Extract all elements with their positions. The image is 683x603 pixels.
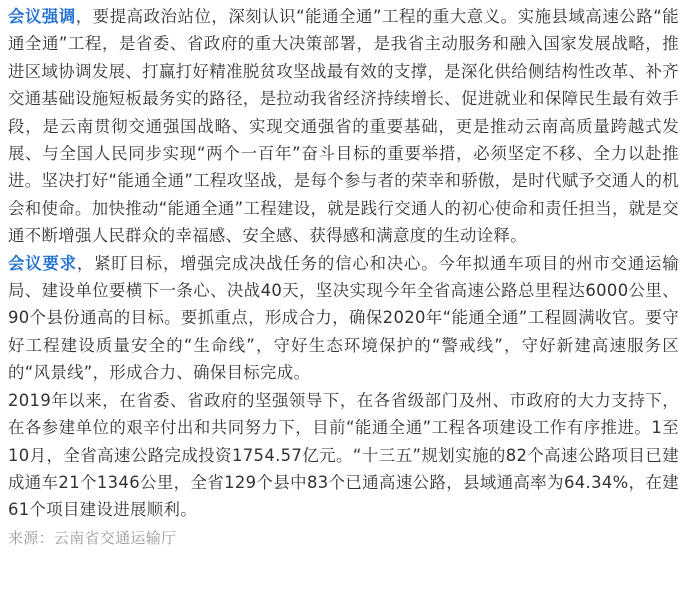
paragraph-meeting-requirement xyxy=(8,250,679,387)
lead-label-requirement: 会议要求 xyxy=(8,253,77,273)
paragraph-text-requirement: ，紧盯目标，增强完成决战任务的信心和决心。今年拟通车项目的州市交通运输局、建设单位要横下一条心、决战40天，坚决实现今年全省高速公路总里程达6000公里、90个县份通高的目标。要抓重点，形成合力，确保2020年“能通全通”工程圆满收官。要守好工程建设质量安全的“生命线”，守好生态环境保护的“警戒线”，守好新建高速服务区的“风景线”，形成合力、确保目标完成。 xyxy=(8,253,679,383)
paragraph-meeting-emphasis xyxy=(8,3,679,250)
source-credit: 来源：云南省交通运输厅 xyxy=(8,528,177,547)
paragraph-progress-2019 xyxy=(8,387,679,524)
lead-label-emphasis: 会议强调 xyxy=(8,7,76,26)
paragraph-text-emphasis: ，要提高政治站位，深刻认识“能通全通”工程的重大意义。实施县域高速公路“能通全通”工程，是省委、省政府的重大决策部署，是我省主动服务和融入国家发展战略，推进区域协调发展、打赢打好精准脱贫攻坚战最有效的支撑，是深化供给侧结构性改革、补齐交通基础设施短板最务实的路径，是拉动我省经济持续增长、促进就业和保障民生最有效手段，是云南贯彻交通强国战略、实现交通强省的重要基础，更是推动云南高质量跨越式发展、与全国人民同步实现“两个一百年”奋斗目标的重要举措，必须坚定不移、全力以赴推进。坚决打好“能通全通”工程攻坚战，是每个参与者的荣幸和骄傲，是时代赋予交通人的机会和使命。加快推动“能通全通”工程建设，就是践行交通人的初心使命和责任担当，就是交通不断增强人民群众的幸福感、安全感、获得感和满意度的生动诠释。 xyxy=(8,7,679,246)
paragraph-text-progress: 2019年以来，在省委、省政府的坚强领导下，在各省级部门及州、市政府的大力支持下，在各参建单位的艰辛付出和共同努力下，目前“能通全通”工程各项建设工作有序推进。1至10月，全省高速公路完成投资1754.57亿元。“十三五”规划实施的82个高速公路项目已建成通车21个1346公里，全省129个县中83个已通高速公路，县域通高率为64.34%，在建61个项目建设进展顺利。 xyxy=(8,390,679,520)
